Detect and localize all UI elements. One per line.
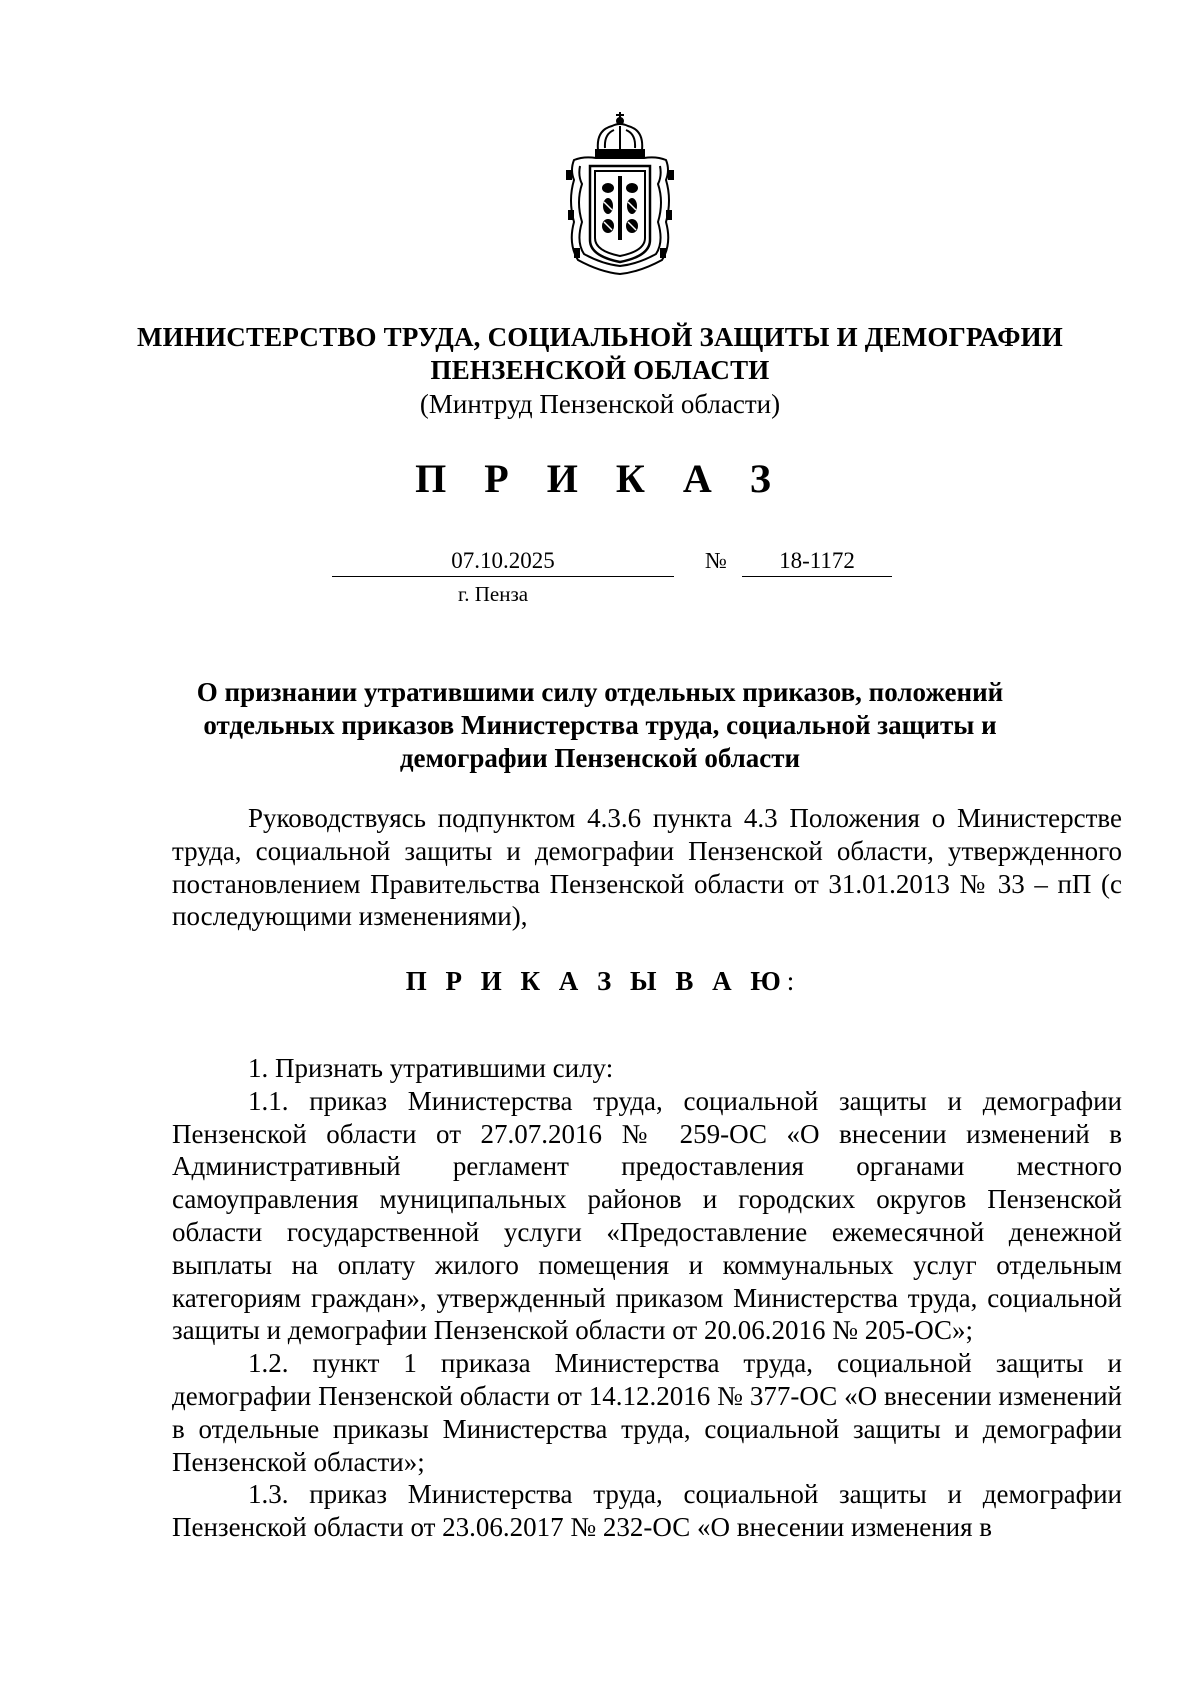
organization-name-line2: ПЕНЗЕНСКОЙ ОБЛАСТИ [430, 355, 770, 385]
subject-line: отдельных приказов Министерства труда, социальной защиты и [203, 710, 997, 740]
order-item: 1. Признать утратившими силу: [248, 1053, 614, 1083]
order-item: 1.1. приказ Министерства труда, социальной защиты и демографии Пензенской области от 27.07.2016 № 259-ОС «О внесении изменений в Административный регламент предоставления органами местного самоуправления муниципальных районов и городских округов Пензенской области государственной услуги «Предоставление ежемесячной денежной выплаты на оплату жилого помещения и коммунальных услуг отдельным категориям граждан», утвержденный приказом Министерства труда, социальной защиты и демографии Пензенской области от 20.06.2016 № 205-ОС»; [172, 1085, 1122, 1346]
document-subject [0, 676, 1200, 775]
order-heading [0, 966, 1200, 997]
coat-of-arms-icon [560, 110, 680, 282]
order-word: П Р И К А З Ы В А Ю [405, 966, 787, 996]
order-item: 1.3. приказ Министерства труда, социальной защиты и демографии Пензенской области от 23.06.2017 № 232-ОС «О внесении изменения в [172, 1479, 1122, 1543]
number-sign: № [705, 548, 727, 573]
order-item: 1.2. пункт 1 приказа Министерства труда, социальной защиты и демографии Пензенской области от 14.12.2016 № 377-ОС «О внесении изменений в отдельные приказы Министерства труда, социальной защиты и демографии Пензенской области»; [172, 1348, 1122, 1477]
organization-name-line1: МИНИСТЕРСТВО ТРУДА, СОЦИАЛЬНОЙ ЗАЩИТЫ И ДЕМОГРАФИИ [136, 322, 1063, 352]
date-number-line [0, 548, 1200, 578]
preamble-block [172, 802, 1122, 933]
preamble-paragraph: Руководствуясь подпунктом 4.3.6 пункта 4.3 Положения о Министерстве труда, социальной защиты и демографии Пензенской области, утвержденного постановлением Правительства Пензенской области от 31.01.2013 № 33 – пП (с последующими изменениями), [172, 803, 1122, 932]
document-date: 07.10.2025 [332, 548, 674, 577]
order-items [172, 1052, 1122, 1544]
organization-short-name: (Минтруд Пензенской области) [419, 389, 781, 419]
document-number: 18-1172 [742, 548, 892, 577]
city-label: г. Пенза [458, 582, 529, 606]
document-type-heading: П Р И К А З [415, 456, 785, 501]
subject-line: демографии Пензенской области [399, 743, 801, 773]
subject-line: О признании утратившими силу отдельных приказов, положений [196, 677, 1004, 707]
order-colon: : [786, 966, 795, 996]
